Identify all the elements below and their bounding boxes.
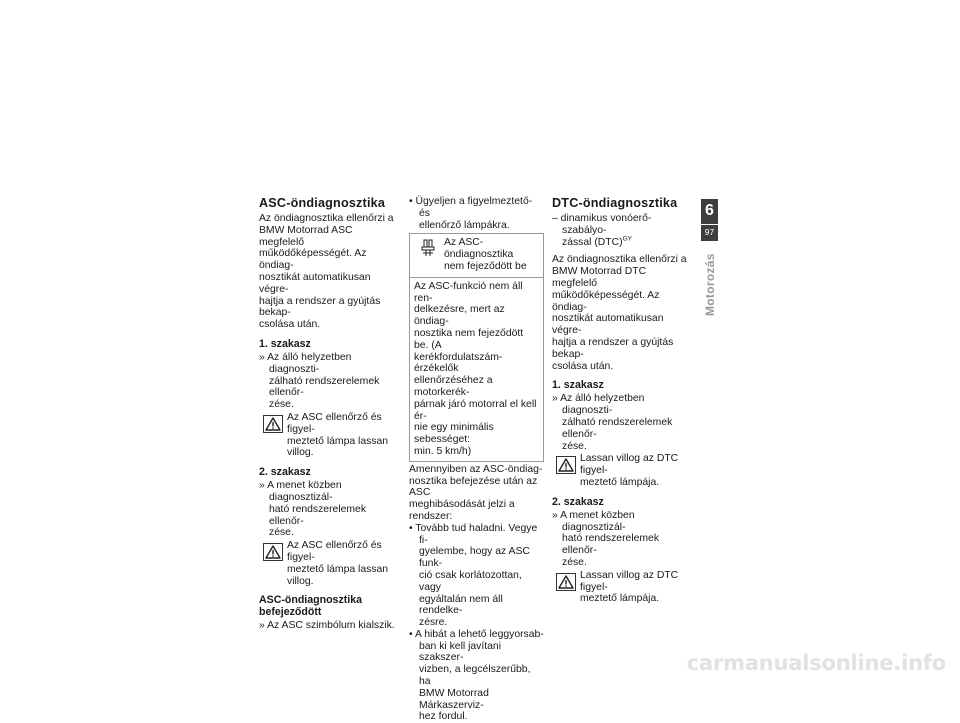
watch-lamps-bullet: • Ügyeljen a figyelmeztető- és ellenőrző lámpákra. bbox=[409, 196, 533, 231]
column-asc-notes bbox=[409, 196, 544, 723]
dtc-step1-warning: Lassan villog az DTC figyel- meztető lámpája. bbox=[552, 453, 690, 488]
watermark: carmanualsonline.info bbox=[686, 651, 946, 675]
asc-intro: Az öndiagnosztika ellenőrzi a BMW Motorrad ASC megfelelő működőképességét. Az öndiag- nosztikát automatikusan végre- hajtja a rendszer a gyújtás bekap- csolása után. bbox=[259, 213, 394, 331]
warning-triangle-icon bbox=[556, 573, 576, 591]
hand-tool-icon bbox=[420, 239, 436, 257]
dtc-step1-text: » Az álló helyzetben diagnoszti- zálható rendszerelemek ellenőr- zése. bbox=[552, 393, 673, 452]
chapter-tab-divider bbox=[701, 224, 718, 225]
warning-triangle-icon bbox=[263, 415, 283, 433]
dtc-dash-note: – dinamikus vonóerő-szabályo- zással (DTC)$^{GY}$ bbox=[552, 213, 652, 248]
warning-triangle-icon bbox=[263, 543, 283, 561]
dtc-title: DTC-öndiagnosztika bbox=[552, 196, 678, 210]
asc-finished-heading: ASC-öndiagnosztika befejeződött bbox=[259, 594, 362, 619]
notice-box-body: Az ASC-funkció nem áll ren- delkezésre, mert az öndiag- nosztika nem fejeződött be. (A kerékfordulatszám-érzékelők ellenőrzéséhez a motorkerék- párnak járó motorral el kell ér- nie egy minimális sebességet: min. 5 km/h) bbox=[414, 280, 537, 457]
section-label: Motorozás bbox=[703, 253, 717, 316]
dtc-step2-heading: 2. szakasz bbox=[552, 495, 604, 508]
column-asc-self-diagnosis bbox=[259, 196, 397, 632]
dtc-step1-heading: 1. szakasz bbox=[552, 379, 604, 392]
asc-step1-heading: 1. szakasz bbox=[259, 337, 311, 350]
dtc-intro: Az öndiagnosztika ellenőrzi a BMW Motorrad DTC megfelelő működőképességét. Az öndiag- nosztikát automatikusan végre- hajtja a rendszer a gyújtás bekap- csolása után. bbox=[552, 254, 687, 372]
column-dtc-self-diagnosis bbox=[552, 196, 690, 605]
dtc-step2-warning: Lassan villog az DTC figyel- meztető lámpája. bbox=[552, 570, 690, 605]
asc-title: ASC-öndiagnosztika bbox=[259, 196, 386, 210]
continue-riding-bullet: • Tovább tud haladni. Vegye fi- gyelembe, hogy az ASC funk- ció csak korlátozottan, vagy egyáltalán nem áll rendelke- zésre. bbox=[409, 522, 538, 629]
asc-step2-text: » A menet közben diagnosztizál- ható rendszerelemek ellenőr- zése. bbox=[259, 480, 367, 539]
notice-box bbox=[409, 233, 544, 461]
after-box-text: Amennyiben az ASC-öndiag- nosztika befejezése után az ASC meghibásodását jelzi a rendszer: bbox=[409, 463, 543, 522]
asc-step1-warning: Az ASC ellenőrző és figyel- meztető lámpa lassan villog. bbox=[259, 412, 397, 459]
page-number: 97 bbox=[704, 227, 715, 237]
dtc-step2-text: » A menet közben diagnosztizál- ható rendszerelemek ellenőr- zése. bbox=[552, 509, 660, 568]
asc-finished-text: » Az ASC szimbólum kialszik. bbox=[259, 620, 395, 632]
chapter-number: 6 bbox=[705, 202, 714, 219]
asc-step2-heading: 2. szakasz bbox=[259, 466, 311, 479]
repair-bullet: • A hibát a lehető leggyorsab- ban ki kell javítani szakszer- vizben, a legcélszerűbb, ha BMW Motorrad Márkaszerviz- hez fordul. bbox=[409, 628, 544, 723]
notice-box-header: Az ASC-öndiagnosztika nem fejeződött be bbox=[410, 234, 543, 277]
asc-step2-warning: Az ASC ellenőrző és figyel- meztető lámpa lassan villog. bbox=[259, 540, 397, 587]
asc-step1-text: » Az álló helyzetben diagnoszti- zálható rendszerelemek ellenőr- zése. bbox=[259, 351, 380, 411]
warning-triangle-icon bbox=[556, 456, 576, 474]
